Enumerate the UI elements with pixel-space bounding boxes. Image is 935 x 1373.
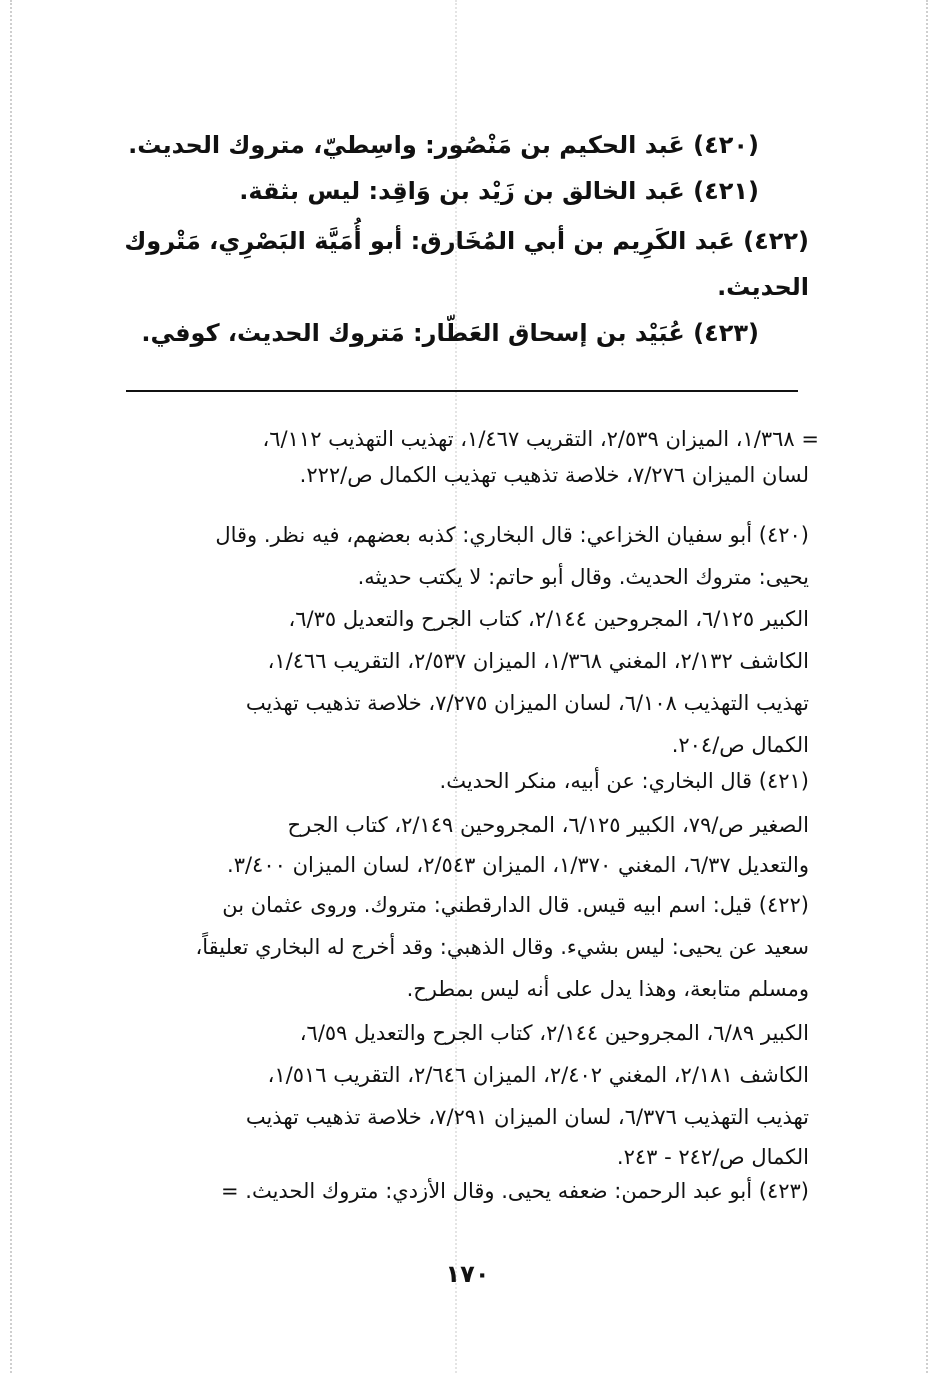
footnote-line: الكمال ص/٢٠٤.	[671, 733, 809, 757]
footnote-line: الكبير ٦/١٢٥، المجروحين ٢/١٤٤، كتاب الجرح والتعديل ٦/٣٥،	[288, 607, 809, 631]
footnote-line: ومسلم متابعة، وهذا يدل على أنه ليس بمطرح.	[406, 977, 809, 1001]
footnote-line: والتعديل ٦/٣٧، المغني ١/٣٧٠، الميزان ٢/٥٤٣، لسان الميزان ٣/٤٠٠.	[227, 853, 809, 877]
entry-422: (٤٢٢) عَبد الكَرِيم بن أبي المُخَارق: أبو أُمَيَّة البَصْرِي، مَتْروك	[124, 227, 809, 255]
footnote-line: الكمال ص/٢٤٢ - ٢٤٣.	[616, 1145, 809, 1169]
footnote-line: (٤٢١) قال البخاري: عن أبيه، منكر الحديث.	[439, 769, 809, 793]
footnote-line: يحيى: متروك الحديث. وقال أبو حاتم: لا يكتب حديثه.	[357, 565, 809, 589]
footnote-line: (٤٢٢) قيل: اسم ابيه قيس. قال الدارقطني: متروك. وروى عثمان بن	[222, 893, 809, 917]
entry-423: (٤٢٣) عُبَيْد بن إسحاق العَطّار: مَتروك الحديث، كوفي.	[141, 319, 759, 347]
footnote-line: تهذيب التهذيب ٦/٣٧٦، لسان الميزان ٧/٢٩١، خلاصة تذهيب تهذيب	[245, 1105, 809, 1129]
entry-422-continuation: الحديث.	[717, 273, 809, 301]
entry-420: (٤٢٠) عَبد الحكيم بن مَنْصُور: واسِطيّ، متروك الحديث.	[128, 131, 759, 159]
scan-edge-artifact-left	[10, 0, 12, 1373]
footnote-line: = ١/٣٦٨، الميزان ٢/٥٣٩، التقريب ١/٤٦٧، تهذيب التهذيب ٦/١١٢،	[262, 427, 819, 451]
footnote-line: (٤٢٣) أبو عبد الرحمن: ضعفه يحيى. وقال الأزدي: متروك الحديث. =	[221, 1179, 809, 1203]
footnote-line: الكاشف ٢/١٨١، المغني ٢/٤٠٢، الميزان ٢/٦٤٦، التقريب ١/٥١٦،	[267, 1063, 809, 1087]
footnote-line: سعيد عن يحيى: ليس بشيء. وقال الذهبي: وقد أخرج له البخاري تعليقاً،	[195, 935, 809, 959]
entry-421: (٤٢١) عَبد الخالق بن زَيْد بن وَاقِد: ليس بثقة.	[239, 177, 759, 205]
footnote-line: الصغير ص/٧٩، الكبير ٦/١٢٥، المجروحين ٢/١٤٩، كتاب الجرح	[287, 813, 809, 837]
footnote-separator-rule	[126, 390, 798, 392]
footnote-line: تهذيب التهذيب ٦/١٠٨، لسان الميزان ٧/٢٧٥، خلاصة تذهيب تهذيب	[245, 691, 809, 715]
scan-edge-artifact-right	[926, 0, 928, 1373]
footnote-line: الكاشف ٢/١٣٢، المغني ١/٣٦٨، الميزان ٢/٥٣٧، التقريب ١/٤٦٦،	[267, 649, 809, 673]
page-number: ١٧٠	[445, 1260, 490, 1288]
footnote-line: لسان الميزان ٧/٢٧٦، خلاصة تذهيب تهذيب الكمال ص/٢٢٢.	[299, 463, 809, 487]
footnote-line: الكبير ٦/٨٩، المجروحين ٢/١٤٤، كتاب الجرح والتعديل ٦/٥٩،	[299, 1021, 809, 1045]
footnote-line: (٤٢٠) أبو سفيان الخزاعي: قال البخاري: كذبه بعضهم، فيه نظر. وقال	[215, 523, 809, 547]
